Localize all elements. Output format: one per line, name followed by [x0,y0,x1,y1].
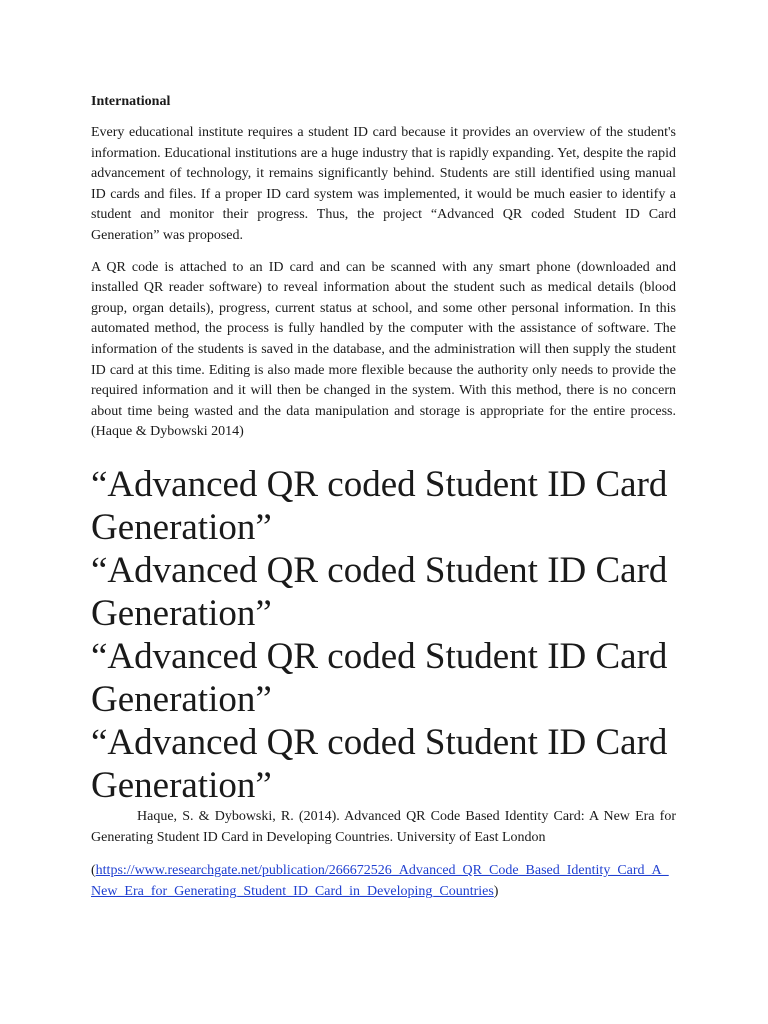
open-paren: ( [91,863,96,879]
repeated-title-block [91,463,676,807]
repeated-title-1: “Advanced QR coded Student ID Card Generation” [91,463,668,548]
reference-url-link[interactable]: https://www.researchgate.net/publication/266672526_Advanced_QR_Code_Based_Identity_Card_A_New_Era_for_Generating_Student_ID_Card_in_Developing_Countries [91,863,669,899]
section-heading: International [91,94,171,109]
repeated-title-3: “Advanced QR coded Student ID Card Generation” [91,635,668,720]
body-paragraph-2: A QR code is attached to an ID card and can be scanned with any smart phone (downloaded and installed QR reader software) to reveal information about the student such as medical details (blood group, organ details), progress, current status at school, and some other personal information. In this automated method, the process is fully handled by the computer with the assistance of software. The information of the students is saved in the database, and the administration will then supply the student ID card at this time. Editing is also made more flexible because the authority only needs to provide the required information and it will then be changed in the system. With this method, there is no concern about time being wasted and the data manipulation and storage is appropriate for the entire process. (Haque & Dybowski 2014) [91,259,676,440]
body-paragraph-1: Every educational institute requires a student ID card because it provides an overview of the student's information. Educational institutions are a huge industry that is rapidly expanding. Yet, despite the rapid advancement of technology, it remains significantly behind. Students are still identified using manual ID cards and files. If a proper ID card system was implemented, it would be much easier to identify a student and monitor their progress. Thus, the project “Advanced QR coded Student ID Card Generation” was proposed. [91,125,676,243]
reference-entry [91,807,676,848]
repeated-title-2: “Advanced QR coded Student ID Card Generation” [91,549,668,634]
reference-text: Haque, S. & Dybowski, R. (2014). Advanced QR Code Based Identity Card: A New Era for Generating Student ID Card in Developing Countries. University of East London [91,808,676,845]
reference-link-line [91,861,676,902]
document-page [91,92,676,902]
repeated-title-4: “Advanced QR coded Student ID Card Generation” [91,721,668,806]
close-paren: ) [493,883,499,899]
